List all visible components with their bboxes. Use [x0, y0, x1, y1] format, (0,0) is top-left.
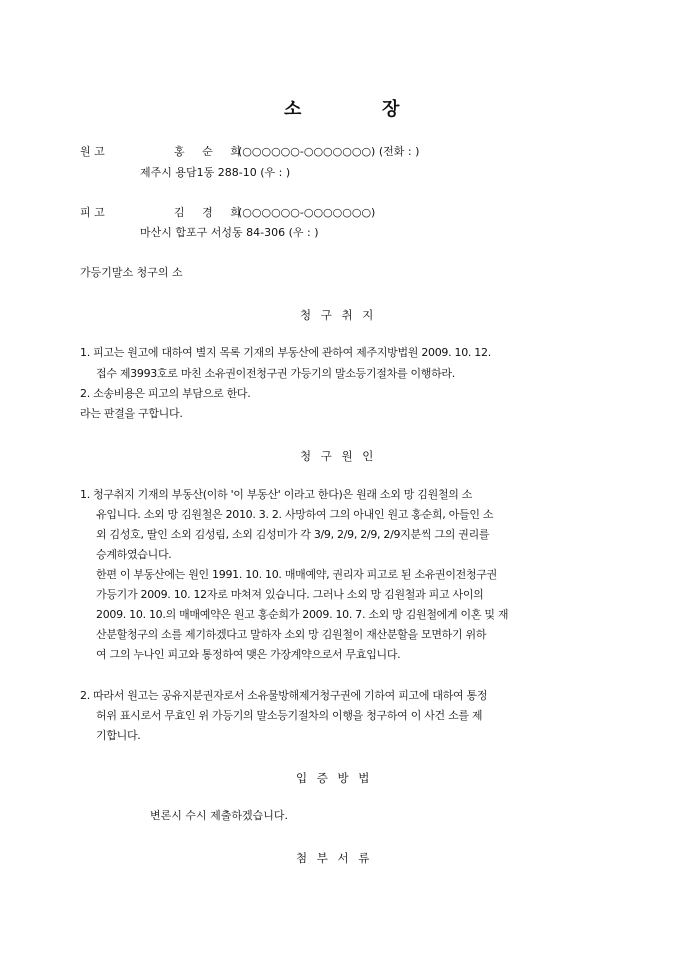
claim-purpose-line: 라는 판결을 구합니다.	[80, 407, 183, 420]
plaintiff-id-phone: (○○○○○○-○○○○○○○) (전화 : )	[238, 145, 420, 158]
claim-cause-line: 2. 따라서 원고는 공유지분권자로서 소유물방해제거청구권에 기하여 피고에 대하여 통정	[80, 689, 488, 702]
claim-cause-line: 2009. 10. 10.의 매매예약은 원고 홍순희가 2009. 10. 7. 소외 망 김원철에게 이혼 및 재	[96, 608, 509, 621]
case-name: 가등기말소 청구의 소	[80, 266, 183, 279]
defendant-role: 피 고	[80, 206, 105, 219]
claim-cause-line: 외 김성호, 딸인 소외 김성림, 소외 김성미가 각 3/9, 2/9, 2/9, 2/9지분씩 그의 권리를	[96, 528, 490, 541]
evidence-text: 변론시 수시 제출하겠습니다.	[150, 809, 289, 822]
plaintiff-name: 홍 순 희	[174, 145, 241, 158]
evidence-heading: 입 증 방 법	[296, 771, 370, 785]
claim-purpose-line: 접수 제3993호로 마친 소유권이전청구권 가등기의 말소등기절차를 이행하라.	[96, 367, 455, 380]
claim-cause-line: 승계하였습니다.	[96, 548, 172, 561]
title-char-2: 장	[382, 99, 400, 120]
plaintiff-role: 원 고	[80, 145, 105, 158]
claim-purpose-line: 2. 소송비용은 피고의 부담으로 한다.	[80, 387, 251, 400]
title-char-1: 소	[284, 99, 302, 120]
claim-cause-line: 1. 청구취지 기재의 부동산(이하 '이 부동산' 이라고 한다)은 원래 소외 망 김원철의 소	[80, 488, 473, 501]
defendant-id: (○○○○○○-○○○○○○○)	[238, 206, 376, 219]
claim-cause-heading: 청 구 원 인	[300, 449, 374, 463]
claim-cause-line: 산분할청구의 소를 제기하겠다고 말하자 소외 망 김원철이 재산분할을 모면하기 위하	[96, 628, 487, 641]
claim-cause-line: 기합니다.	[96, 729, 141, 742]
plaintiff-address: 제주시 용담1동 288-10 (우 : )	[140, 166, 291, 179]
claim-purpose-line: 1. 피고는 원고에 대하여 별지 목록 기재의 부동산에 관하여 제주지방법원 2009. 10. 12.	[80, 346, 491, 359]
claim-purpose-heading: 청 구 취 지	[300, 308, 374, 322]
claim-cause-line: 한편 이 부동산에는 원인 1991. 10. 10. 매매예약, 권리자 피고로 된 소유권이전청구권	[96, 568, 497, 581]
claim-cause-line: 가등기가 2009. 10. 12자로 마쳐져 있습니다. 그러나 소외 망 김원철과 피고 사이의	[96, 588, 484, 601]
claim-cause-line: 유입니다. 소외 망 김원철은 2010. 3. 2. 사망하여 그의 아내인 원고 홍순희, 아들인 소	[96, 508, 494, 521]
defendant-address: 마산시 합포구 서성동 84-306 (우 : )	[140, 226, 319, 239]
defendant-name: 김 경 희	[174, 206, 241, 219]
attachments-heading: 첨 부 서 류	[296, 851, 370, 865]
claim-cause-line: 허위 표시로서 무효인 위 가등기의 말소등기절차의 이행을 청구하여 이 사건 소를 제	[96, 709, 483, 722]
claim-cause-line: 여 그의 누나인 피고와 통정하여 맺은 가장계약으로서 무효입니다.	[96, 648, 401, 661]
